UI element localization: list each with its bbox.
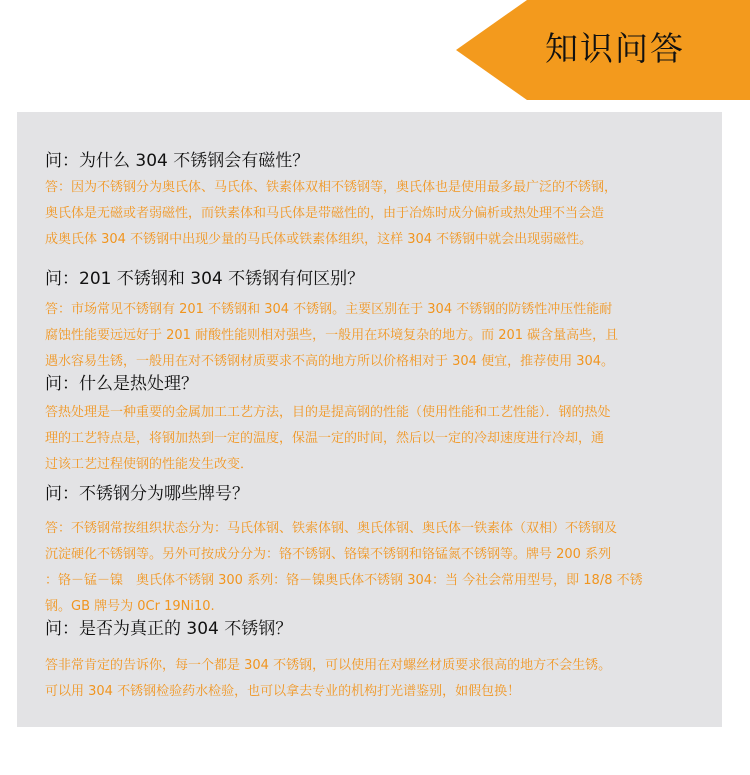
answer-5-line-1: 答非常肯定的告诉你，每一个都是 304 不锈钢，可以使用在对螺丝材质要求很高的地方不会生锈。 xyxy=(45,658,612,673)
question-2: 问：201 不锈钢和 304 不锈钢有何区别？ xyxy=(45,269,365,289)
answer-3-line-3: 过该工艺过程使钢的性能发生改变． xyxy=(45,457,254,472)
answer-1-line-2: 奥氏体是无磁或者弱磁性，而铁素体和马氏体是带磁性的，由于冶炼时成分偏析或热处理不当会造 xyxy=(45,206,605,221)
answer-4 xyxy=(45,516,715,620)
answer-3-line-2: 理的工艺特点是，将钢加热到一定的温度，保温一定的时间，然后以一定的冷却速度进行冷却，通 xyxy=(45,431,605,446)
question-4: 问：不锈钢分为哪些牌号？ xyxy=(45,484,249,504)
answer-2 xyxy=(45,297,715,375)
answer-4-line-4: 钢。GB 牌号为 0Cr 19Ni10. xyxy=(45,599,215,614)
answer-1 xyxy=(45,175,715,253)
answer-5 xyxy=(45,653,715,705)
answer-3 xyxy=(45,400,715,478)
question-5: 问：是否为真正的 304 不锈钢？ xyxy=(45,619,293,639)
answer-4-line-1: 答：不锈钢常按组织状态分为：马氏体钢、铁索体钢、奥氏体钢、奥氏体一铁素体（双相）不锈钢及 xyxy=(45,521,618,536)
answer-2-line-2: 腐蚀性能要远远好于 201 耐酸性能则相对强些，一般用在环境复杂的地方。而 201 碳含量高些，且 xyxy=(45,328,619,343)
question-1: 问：为什么 304 不锈钢会有磁性？ xyxy=(45,151,310,171)
answer-2-line-3: 遇水容易生锈，一般用在对不锈钢材质要求不高的地方所以价格相对于 304 便宜，推荐使用 304。 xyxy=(45,354,615,369)
answer-1-line-3: 成奥氏体 304 不锈钢中出现少量的马氏体或铁素体组织，这样 304 不锈钢中就会出现弱磁性。 xyxy=(45,232,593,247)
answer-2-line-1: 答：市场常见不锈钢有 201 不锈钢和 304 不锈钢。主要区别在于 304 不锈钢的防锈性冲压性能耐 xyxy=(45,302,613,317)
question-3: 问：什么是热处理？ xyxy=(45,374,198,394)
answer-5-line-2: 可以用 304 不锈钢检验药水检验，也可以拿去专业的机构打光谱鉴别，如假包换！ xyxy=(45,684,521,699)
page-title: 知识问答 xyxy=(545,29,685,68)
qa-panel xyxy=(17,112,722,727)
answer-4-line-3: ：铬－锰－镍 奥氏体不锈钢 300 系列：铬－镍奥氏体不锈钢 304：当 今社会常用型号，即 18/8 不锈 xyxy=(45,573,643,588)
answer-4-line-2: 沉淀硬化不锈钢等。另外可按成分分为：铬不锈钢、铬镍不锈钢和铬锰氮不锈钢等。牌号 200 系列 xyxy=(45,547,612,562)
answer-3-line-1: 答热处理是一种重要的金属加工工艺方法，目的是提高钢的性能（使用性能和工艺性能）．钢的热处 xyxy=(45,405,611,420)
answer-1-line-1: 答：因为不锈钢分为奥氏体、马氏体、铁素体双相不锈钢等，奥氏体也是使用最多最广泛的不锈钢， xyxy=(45,180,618,195)
